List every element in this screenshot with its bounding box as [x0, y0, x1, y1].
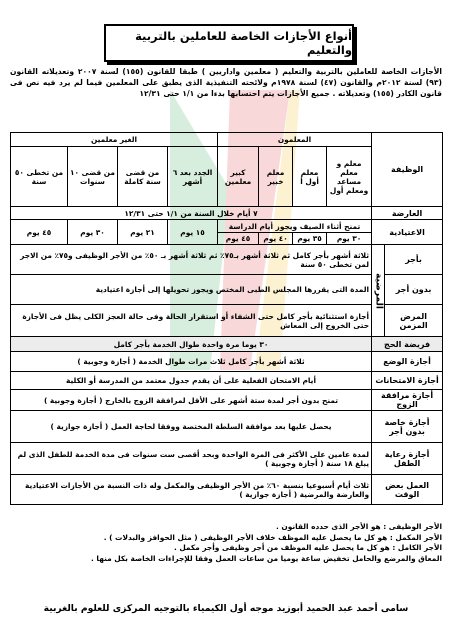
regular-non-teacher-days: ١٥ يوم	[168, 220, 218, 245]
sick-paid-label: بأجر	[385, 245, 443, 275]
note-item: الأجر الوظيفى : هو الأجر الذى حدده القانون .	[276, 522, 442, 531]
intro-paragraph: الأجازات الخاصة للعاملين بالتربية والتعليم ( معلمين واداريين ) طبقا للقانون (١٥٥) لسنة ٢٠٠٧ وتعديلاته القانون (٩٣) لسنة ٢٠١٢م والقانون (٤٧) لسنة ١٩٧٨م ولائحته التنفيذية الذى يطبق على المعلمين فيما لم يرد فيه نص فى قانون الكادر (١٥٥) وتعديلاته . جميع الأجازات يتم احتسابها بدءا من ١/١ حتى ١٢/٣١	[10, 67, 442, 98]
spouse-escort-label: أجازة مرافقة الزوج	[372, 390, 443, 411]
sick-leave-group-label: المرضية	[372, 245, 385, 337]
regular-non-teacher-days: ٣٠ يوم	[68, 220, 118, 245]
casual-leave-value: ٧ أيام خلال السنة من ١/١ حتى ١٢/٣١	[11, 207, 372, 220]
regular-teacher-days: ٤٠ يوم	[259, 233, 293, 245]
note-item: الأجر الكامل : هو كل ما يحصل عليه الموظف من أجر وظيفى وأجر مكمل .	[173, 543, 442, 552]
header-function: الوظيفة	[372, 133, 443, 207]
page-title: أنواع الأجازات الخاصة للعاملين بالتربية والتعليم	[104, 24, 354, 62]
note-item: المعاق والمرضع والحامل تخفيض ساعة يوميا من ساعات العمل وفقا للإجراءات الخاصة بكل منها .	[91, 553, 442, 563]
sick-unpaid-text: المدة التى يقررها المجلس الطبى المختص ويجوز تحويلها إلى أجازة اعتيادية	[11, 275, 372, 305]
regular-teacher-days: ٣٠ يوم	[327, 233, 372, 245]
regular-teacher-days: ٤٥ يوم	[218, 233, 259, 245]
chronic-illness-label: المرض المزمن	[385, 305, 443, 337]
regular-teacher-days: ٣٥ يوم	[293, 233, 327, 245]
special-unpaid-text: يحصل عليها بعد موافقة السلطة المختصة ووفقا لحاجة العمل ( أجازة جوازية )	[11, 411, 372, 443]
non-teacher-col: من قضى ١٠ سنوات	[68, 147, 118, 207]
author-signature: سامى أحمد عبد الحميد أبوزيد موجه أول الكيمياء بالتوجيه المركزى للعلوم بالغربية	[43, 603, 409, 614]
sick-paid-text: ثلاثة أشهر بأجر كامل ثم ثلاثة أشهر بـ٧٥٪ ثم ثلاثة أشهر بـ ٥٠٪ من الأجر الوظيفى و٧٥٪ من الاجر لمن تخطى ٥٠ سنة	[11, 245, 372, 275]
teacher-col: كبير معلمين	[218, 147, 259, 207]
maternity-label: أجازة الوضع	[372, 352, 443, 372]
maternity-text: ثلاثة أشهر بأجر كامل ثلاث مرات طوال الخدمة ( أجازة وجوبية )	[11, 352, 372, 372]
leave-table	[10, 132, 443, 505]
non-teacher-col: من قضى سنة كاملة	[118, 147, 168, 207]
teacher-col: معلم و معلم مساعد ومعلم أول	[327, 147, 372, 207]
non-teacher-col: الجدد بعد ٦ أشهر	[168, 147, 218, 207]
teacher-col: معلم أول أ	[293, 147, 327, 207]
regular-leave-label: الاعتيادية	[372, 220, 443, 245]
exams-label: أجازة الامتحانات	[372, 372, 443, 390]
regular-non-teacher-days: ٢١ يوم	[118, 220, 168, 245]
hajj-label: فريضة الحج	[372, 337, 443, 352]
notes-section	[10, 522, 442, 564]
regular-non-teacher-days: ٤٥ يوم	[11, 220, 68, 245]
note-item: الأجر المكمل : هو كل ما يحصل عليه الموظف خلاف الأجر الوظيفى ( مثل الحوافز والبدلات ) .	[103, 532, 442, 542]
childcare-text: لمدة عامين على الأكثر فى المرة الواحدة وبحد أقصى ست سنوات فى مدة الخدمة للطفل الذى لم يبلغ ١٨ سنة ( أجازة وجوبية )	[11, 443, 372, 475]
sick-unpaid-label: بدون أجر	[385, 275, 443, 305]
part-time-label: العمل بعض الوقت	[372, 475, 443, 505]
part-time-text: ثلاث أيام أسبوعيا بنسبة ٦٠٪ من الأجر الوظيفى والمكمل وله ذات النسبة من الأجازات الاعتيادية والعارضة والمرضية ( أجازة جوازية )	[11, 475, 372, 505]
header-teachers: المعلمون	[218, 133, 372, 147]
chronic-illness-text: أجازة استثنائية بأجر كامل حتى الشفاء أو استقرار الحالة وفى حالة العجز الكلى يظل فى الأجازة حتى الخروج إلى المعاش	[11, 305, 372, 337]
exams-text: أيام الامتحان الفعلية على أن يقدم جدول معتمد من المدرسة أو الكلية	[11, 372, 372, 390]
teacher-col: معلم خبير	[259, 147, 293, 207]
spouse-escort-text: تمنح بدون أجر لمدة ستة أشهر على الأقل لمرافقة الزوج بالخارج ( أجازة وجوبية )	[11, 390, 372, 411]
regular-teachers-note: تمنح أثناء الصيف ويجوز أيام الدراسة	[218, 220, 372, 233]
special-unpaid-label: أجازة خاصة بدون أجر	[372, 411, 443, 443]
hajj-text: ٣٠ يوما مرة واحدة طوال الخدمة بأجر كامل	[11, 337, 372, 352]
header-non-teachers: الغير معلمين	[11, 133, 218, 147]
casual-leave-label: العارضة	[372, 207, 443, 220]
non-teacher-col: من تخطى ٥٠ سنة	[11, 147, 68, 207]
childcare-label: أجازة رعاية الطفل	[372, 443, 443, 475]
